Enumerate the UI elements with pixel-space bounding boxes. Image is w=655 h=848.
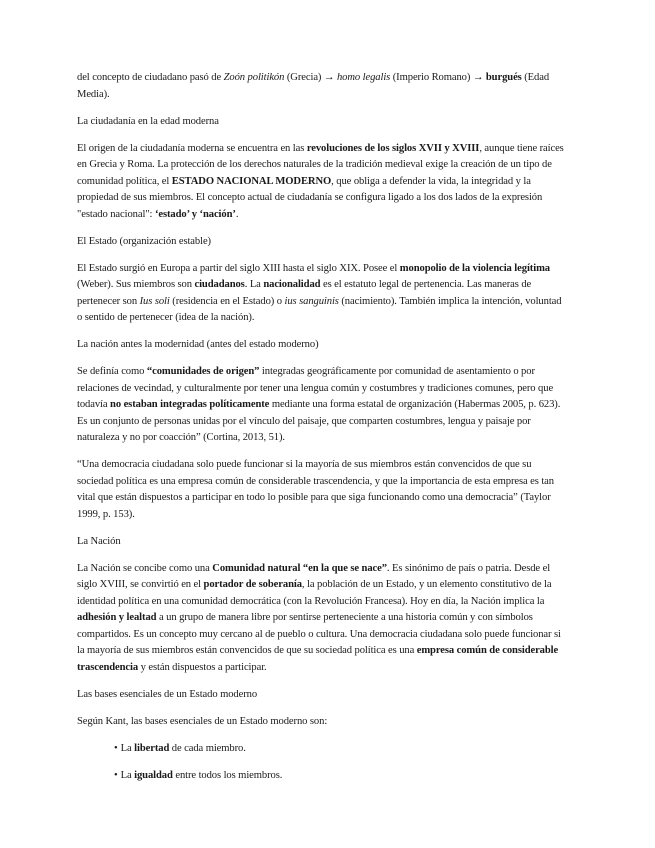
text-run: de cada miembro.: [169, 742, 246, 754]
bold-text: ‘estado’ y ‘nación’: [154, 208, 236, 220]
paragraph-estado: [77, 261, 569, 327]
bold-text: Comunidad natural “en la que se nace”: [212, 562, 387, 574]
document-page: [77, 70, 569, 795]
quote-paragraph: [77, 457, 569, 523]
bases-list: [77, 741, 569, 785]
text-run: (nacimiento). También implica la intención, voluntad o sentido de pertenecer (idea de la nación).: [77, 295, 562, 323]
text-run: Se definía como: [77, 366, 147, 377]
text-run: El Estado surgió en Europa a partir del siglo XIII hasta el siglo XIX. Posee el: [77, 262, 400, 274]
bullet-icon: •: [114, 769, 118, 781]
bold-text: monopolio de la violencia legítima: [399, 262, 550, 274]
italic-text: homo legalis: [336, 72, 391, 83]
text-run: . La: [244, 279, 264, 290]
italic-text: ius sanguinis: [284, 295, 339, 307]
heading-bases: Las bases esenciales de un Estado moderno: [77, 688, 258, 700]
text-run: , aunque tiene raíces en Grecia y Roma. La protección de los derechos naturales de la tradición medieval exige la creación de un tipo de comunidad política, el: [77, 142, 564, 187]
text-run: a un grupo de manera libre por sentirse perteneciente a una historia común y con símbolos compartidos. Es un concepto muy cercano al de pueblo o cultura. Una democracia ciudadana solo puede funcionar si la mayoría de sus miembros están convencidos de que su sociedad política es una: [77, 612, 561, 656]
text-run: mediante una forma estatal de organización (Habermas 2005, p. 623). Es un conjunto de personas unidas por el vínculo del paisaje, que comparten costumbres, lengua y paisaje por naturaleza y no por coacción” (Cortina, 2013, 51).: [77, 399, 561, 443]
bold-text: burgués: [485, 72, 522, 83]
text-run: integradas geográficamente por comunidad de asentamiento o por relaciones de vecindad, y culturalmente por tener una lengua común y costumbres y tradiciones comunes, pero que todavía: [77, 366, 554, 410]
text-run: (Edad Media).: [77, 72, 550, 100]
text-run: (residencia en el Estado) o: [169, 295, 285, 307]
text-run: “Una democracia ciudadana solo puede funcionar si la mayoría de sus miembros están convencidos de que su sociedad política es una empresa común de considerable trascendencia, y que la importancia de esta empresa es tan vital que están dispuestos a participar en todo lo posible para que siga funcionando como una democracia” (Taylor 1999, p. 153).: [77, 459, 554, 520]
text-run: Según Kant, las bases esenciales de un Estado moderno son:: [77, 715, 328, 727]
bullet-icon: •: [114, 742, 118, 754]
text-run: (Weber). Sus miembros son: [77, 279, 195, 290]
bold-text: no estaban integradas políticamente: [110, 399, 270, 410]
bold-text: adhesión y lealtad: [77, 612, 157, 623]
bold-text: revoluciones de los siglos XVII y XVIII: [306, 142, 480, 154]
bold-text: ciudadanos: [194, 279, 245, 290]
paragraph-nacion: [77, 561, 569, 677]
bold-text: portador de soberanía: [203, 579, 302, 590]
paragraph-bases: [77, 714, 569, 731]
list-item: [114, 741, 569, 758]
bold-text: ESTADO NACIONAL MODERNO: [171, 175, 332, 187]
intro-paragraph: [77, 70, 569, 103]
paragraph-edad-moderna: [77, 141, 569, 224]
italic-text: Ius soli: [139, 295, 170, 307]
bold-text: libertad: [134, 742, 170, 754]
text-run: entre todos los miembros.: [172, 769, 283, 781]
list-item: [114, 768, 569, 785]
text-run: . Es sinónimo de país o patria. Desde el siglo XVIII, se convirtió en el: [77, 562, 551, 590]
paragraph-nacion-antes: [77, 364, 569, 447]
text-run: es el estatuto legal de pertenencia. Las maneras de pertenecer son: [77, 279, 532, 307]
heading-estado: El Estado (organización estable): [77, 235, 211, 247]
text-run: del concepto de ciudadano pasó de: [77, 72, 224, 83]
text-run: La: [120, 769, 135, 781]
bold-text: nacionalidad: [263, 279, 321, 290]
bold-text: “comunidades de origen”: [146, 366, 260, 377]
text-run: , que obliga a defender la vida, la integridad y la propiedad de sus miembros. El concepto actual de ciudadanía se configura ligado a los dos lados de la expresión "estado nacional":: [77, 175, 543, 220]
text-run: (Imperio Romano) →: [390, 72, 486, 83]
text-run: (Grecia) →: [284, 72, 337, 83]
text-run: .: [235, 208, 239, 220]
text-run: La Nación se concibe como una: [77, 562, 213, 574]
bold-text: igualdad: [134, 769, 173, 781]
text-run: El origen de la ciudadanía moderna se encuentra en las: [77, 142, 307, 154]
heading-nacion-antes: La nación antes la modernidad (antes del estado moderno): [77, 339, 319, 350]
text-run: La: [120, 742, 135, 754]
text-run: , la población de un Estado, y un elemento constitutivo de la identidad política en una comunidad democrática (con la Revolución Francesa). Hoy en día, la Nación implica la: [77, 579, 552, 607]
bold-text: empresa común de considerable trascendencia: [77, 645, 559, 673]
italic-text: Zoón politikón: [223, 72, 285, 83]
text-run: y están dispuestos a participar.: [138, 661, 267, 673]
heading-nacion: La Nación: [77, 535, 121, 547]
heading-edad-moderna: La ciudadanía en la edad moderna: [77, 115, 219, 127]
